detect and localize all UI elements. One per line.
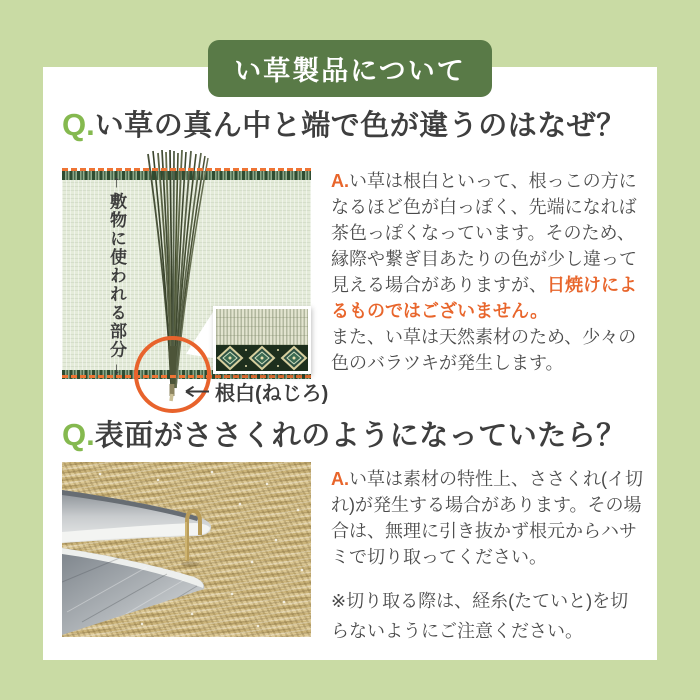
answer-2-body: い草は素材の特性上、ささくれ(イ切れ)が発生する場合があります。その場合は、無理に引き抜かず根元からハサミで切り取ってください。 bbox=[331, 469, 643, 567]
igusa-strand-figure bbox=[62, 146, 329, 406]
answer-1-highlight: 日焼けによるものではございません。 bbox=[331, 275, 637, 321]
question-1-prefix: Q. bbox=[62, 107, 95, 142]
root-label bbox=[180, 377, 328, 406]
section-title: い草製品について bbox=[234, 56, 466, 86]
diamond-pattern bbox=[216, 345, 308, 371]
scissors-illustration bbox=[62, 462, 311, 637]
answer-2-prefix: A. bbox=[331, 469, 349, 489]
question-1-text: い草の真ん中と端で色が違うのはなぜ？ bbox=[94, 110, 626, 142]
usable-part-label-text: 敷物に使われる部分 bbox=[107, 192, 126, 359]
question-1-heading bbox=[62, 103, 657, 144]
section-title-badge bbox=[208, 40, 492, 97]
down-arrow-icon: ↓ bbox=[107, 359, 126, 380]
question-2-prefix: Q. bbox=[62, 417, 95, 452]
heri-diamond-band bbox=[216, 345, 308, 371]
caution-note: ※切り取る際は、経糸(たていと)を切らないようにご注意ください。 bbox=[331, 591, 629, 641]
question-2-heading bbox=[62, 413, 657, 454]
root-label-text: 根白(ねじろ) bbox=[215, 383, 329, 405]
left-arrow-icon bbox=[180, 385, 210, 398]
dashed-line-top bbox=[62, 168, 311, 171]
tatami-edge-inset-photo bbox=[213, 306, 311, 374]
answer-1-body2: また、い草は天然素材のため、少々の色のバラツキが発生します。 bbox=[331, 327, 637, 373]
question-2-text: 表面がささくれのようになっていたら？ bbox=[94, 420, 626, 452]
up-arrow-icon: ↑ bbox=[107, 172, 126, 193]
tatami-fringe-texture bbox=[216, 309, 308, 345]
answer-2 bbox=[331, 466, 646, 570]
usable-part-label bbox=[108, 172, 125, 384]
scissors-figure bbox=[62, 462, 311, 637]
answer-1-prefix: A. bbox=[331, 171, 349, 191]
answer-1-body1: い草は根白といって、根っこの方になるほど色が白っぽく、先端になれば茶色っぽくなっています。そのため、縁際や繋ぎ目あたりの色が少し違って見える場合がありますが、 bbox=[331, 171, 637, 295]
answer-1 bbox=[331, 168, 646, 376]
